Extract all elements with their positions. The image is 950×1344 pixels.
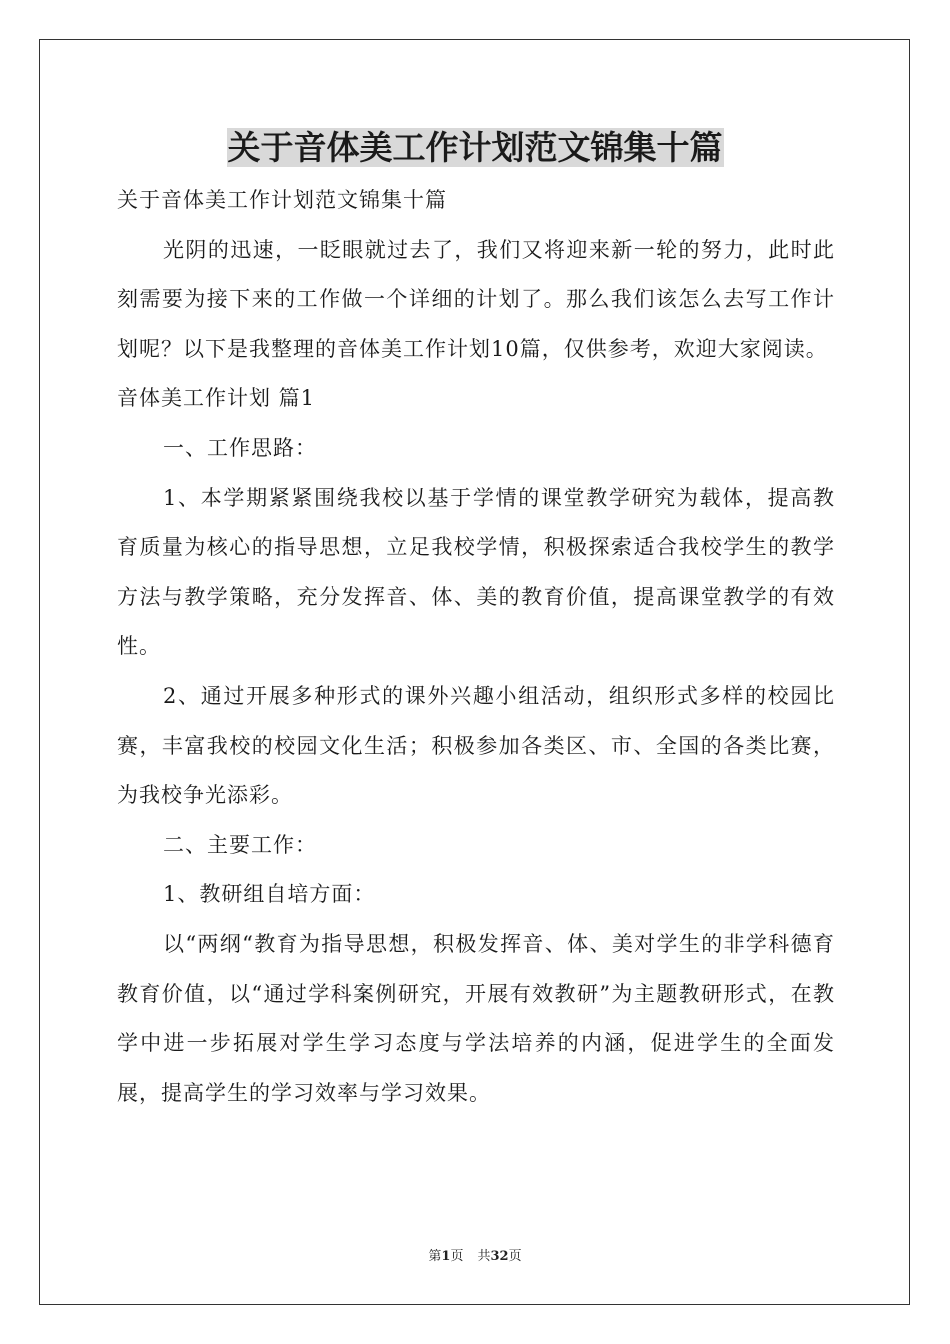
section-heading: 音体美工作计划 篇1 xyxy=(117,386,316,411)
paragraph: 1、本学期紧紧围绕我校以基于学情的课堂教学研究为载体，提高教育质量为核心的指导思想，立足我校学情，积极探索适合我校学生的教学方法与教学策略，充分发挥音、体、美的教育价值，提高课堂教学的有效性。 xyxy=(117,485,835,659)
document-body xyxy=(117,176,835,1118)
total-prefix: 共 xyxy=(477,1249,491,1264)
paragraph: 二、主要工作： xyxy=(163,832,317,857)
document-title xyxy=(0,124,950,172)
page-footer xyxy=(0,1245,950,1264)
paragraph: 2、通过开展多种形式的课外兴趣小组活动，组织形式多样的校园比赛，丰富我校的校园文化生活；积极参加各类区、市、全国的各类比赛，为我校争光添彩。 xyxy=(117,683,835,808)
document-title-text: 关于音体美工作计划范文锦集十篇 xyxy=(227,128,723,167)
total-pages: 32 xyxy=(490,1249,509,1264)
paragraph: 光阴的迅速，一眨眼就过去了，我们又将迎来新一轮的努力，此时此刻需要为接下来的工作做一个详细的计划了。那么我们该怎么去写工作计划呢？以下是我整理的音体美工作计划10篇，仅供参考，欢迎大家阅读。 xyxy=(117,237,835,361)
page-prefix: 第 xyxy=(428,1249,442,1264)
paragraph: 以“两纲“教育为指导思想，积极发挥音、体、美对学生的非学科德育教育价值，以“通过学科案例研究，开展有效教研”为主题教研形式，在教学中进一步拓展对学生学习态度与学法培养的内涵，促进学生的全面发展，提高学生的学习效率与学习效果。 xyxy=(117,931,835,1105)
page-number: 1 xyxy=(441,1249,451,1264)
paragraph: 一、工作思路： xyxy=(163,435,317,460)
paragraph: 1、教研组自培方面： xyxy=(163,882,376,907)
page-suffix: 页 xyxy=(450,1249,464,1264)
paragraph: 关于音体美工作计划范文锦集十篇 xyxy=(117,188,447,212)
total-suffix: 页 xyxy=(508,1249,522,1264)
